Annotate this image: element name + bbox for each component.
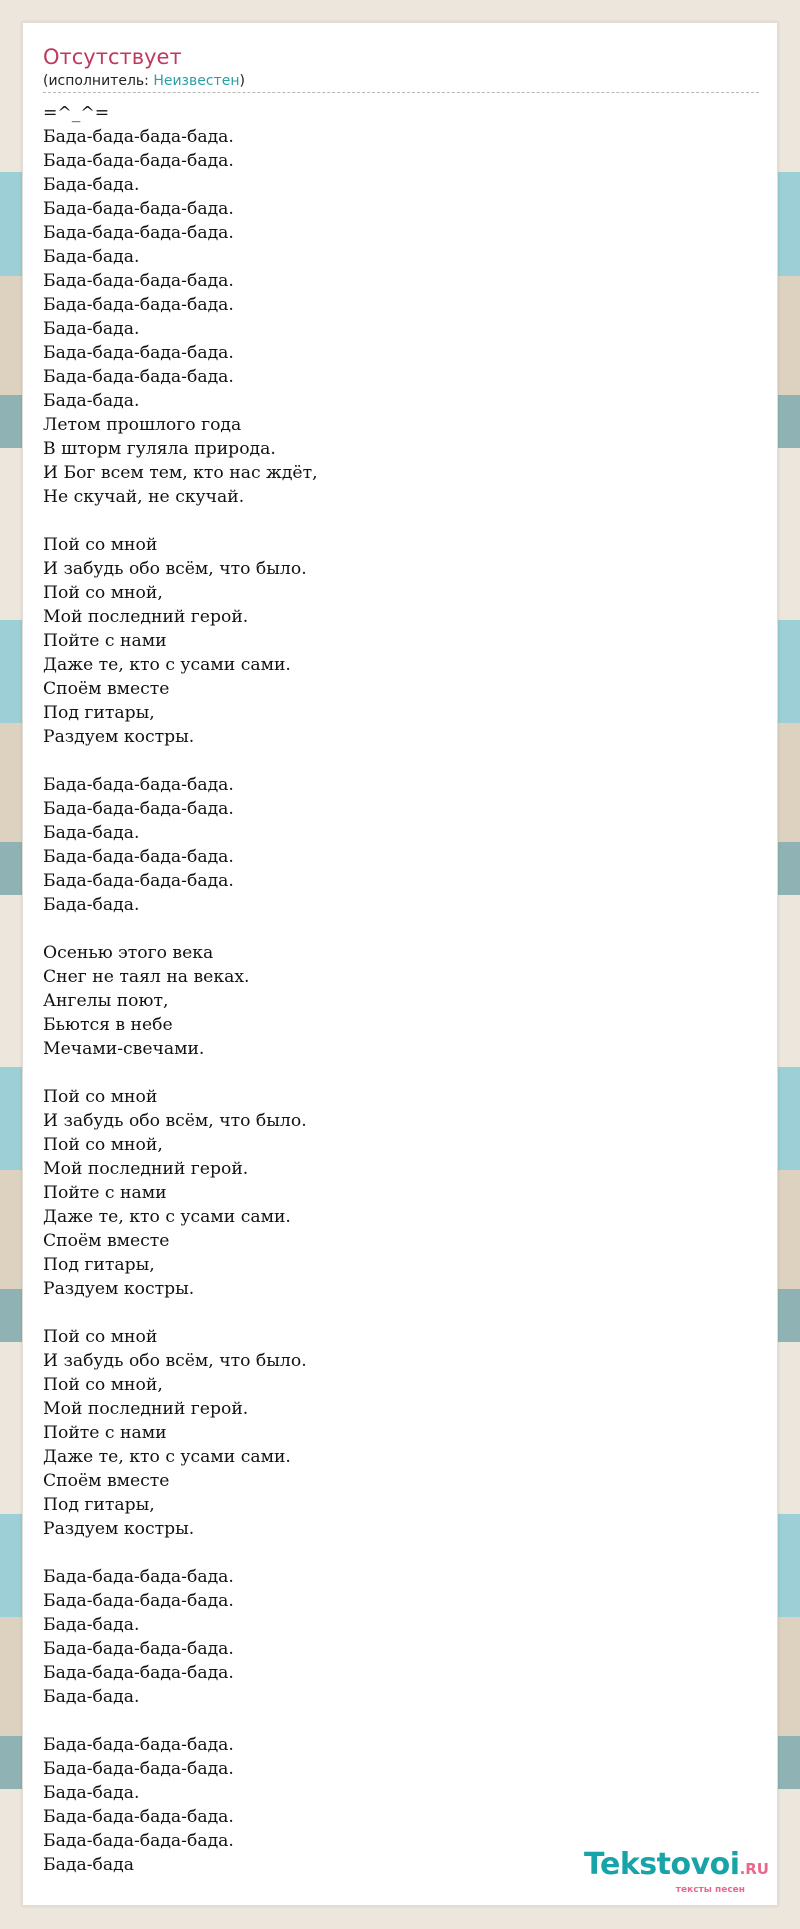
artist-prefix: (исполнитель:	[43, 73, 154, 89]
logo-wordmark	[559, 1849, 769, 1885]
logo-subtitle: тексты песен	[675, 1885, 745, 1895]
artist-link[interactable]: Неизвестен	[153, 73, 240, 89]
song-header	[43, 43, 759, 93]
artist-line	[43, 72, 245, 90]
song-title: Отсутствует	[43, 45, 182, 69]
lyrics-text: =^_^= Бада-бада-бада-бада. Бада-бада-бада-бада. Бада-бада. Бада-бада-бада-бада. Бада-бада-бада-бада. Бада-бада. Бада-бада-бада-бада. Бада-бада-бада-бада. Бада-бада. Бада-бада-бада-бада. Бада-бада-бада-бада. Бада-бада. Летом прошлого года В шторм гуляла природа. И Бог всем тем, кто нас ждёт, Не скучай, не скучай. Пой со мной И забудь обо всём, что было. Пой со мной, Мой последний герой. Пойте с нами Даже те, кто с усами сами. Споём вместе Под гитары, Раздуем костры. Бада-бада-бада-бада. Бада-бада-бада-бада. Бада-бада. Бада-бада-бада-бада. Бада-бада-бада-бада. Бада-бада. Осенью этого века Снег не таял на веках. Ангелы поют, Бьются в небе Мечами-свечами. Пой со мной И забудь обо всём, что было. Пой со мной, Мой последний герой. Пойте с нами Даже те, кто с усами сами. Споём вместе Под гитары, Раздуем костры. Пой со мной И забудь обо всём, что было. Пой со мной, Мой последний герой. Пойте с нами Даже те, кто с усами сами. Споём вместе Под гитары, Раздуем костры. Бада-бада-бада-бада. Бада-бада-бада-бада. Бада-бада. Бада-бада-бада-бада. Бада-бада-бада-бада. Бада-бада. Бада-бада-бада-бада. Бада-бада-бада-бада. Бада-бада. Бада-бада-бада-бада. Бада-бада-бада-бада. Бада-бада	[43, 103, 318, 1875]
logo-tld: .RU	[739, 1860, 769, 1878]
artist-suffix: )	[239, 73, 245, 89]
site-logo[interactable]	[559, 1849, 769, 1893]
lyrics-card	[22, 22, 778, 1906]
logo-main-text: Tekstovoi	[584, 1847, 740, 1882]
